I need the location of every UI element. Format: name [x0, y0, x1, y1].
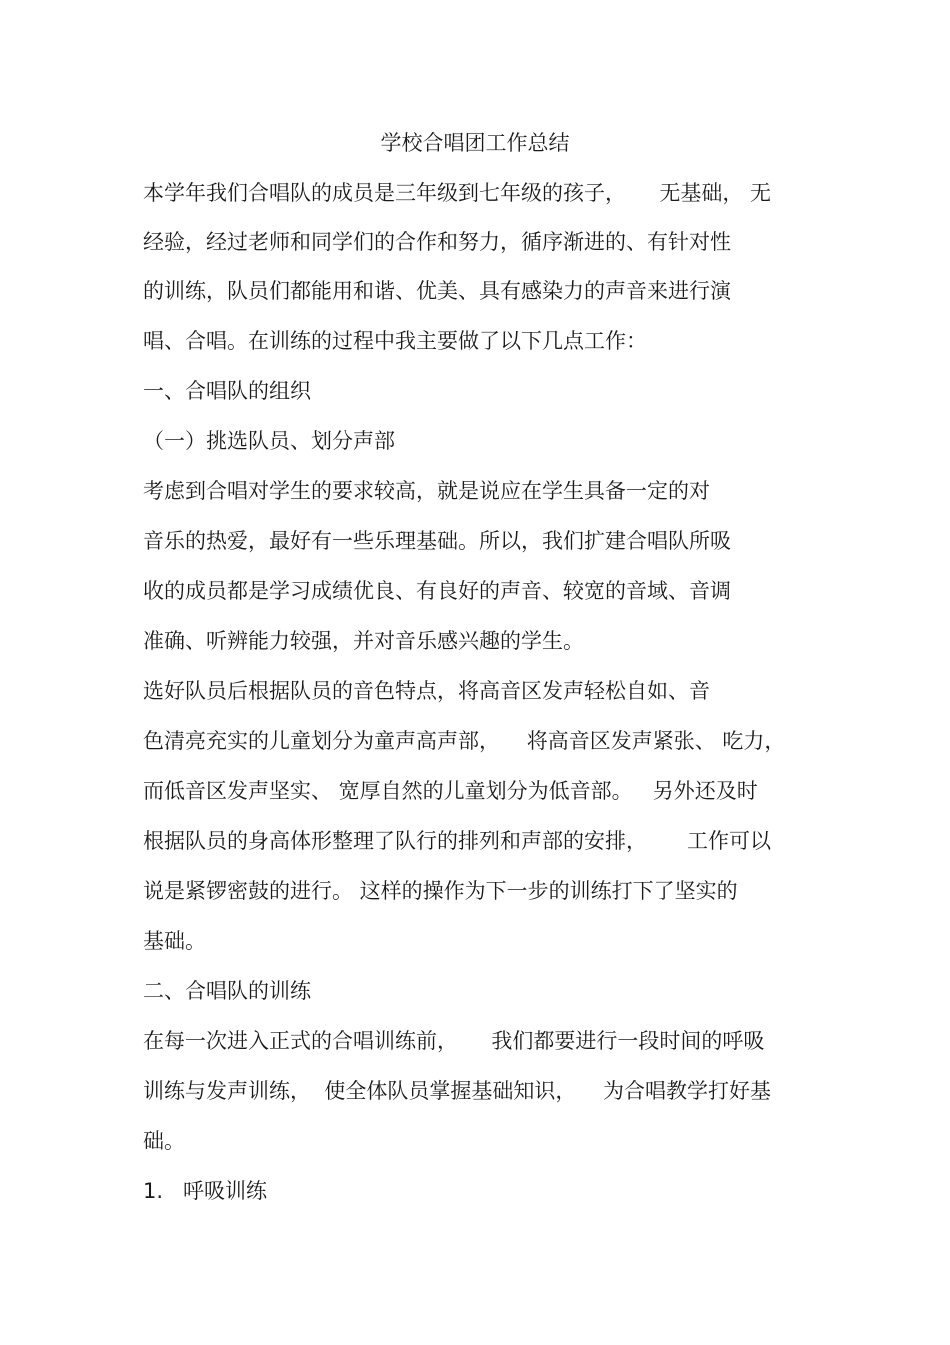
subsection-heading: （一）挑选队员、划分声部 — [143, 429, 395, 453]
text-line: 基础。 — [143, 929, 206, 953]
text-line: 选好队员后根据队员的音色特点，将高音区发声轻松自如、音 — [143, 679, 710, 703]
text-line: 唱、合唱。在训练的过程中我主要做了以下几点工作： — [143, 329, 647, 353]
text-line: 准确、听辨能力较强，并对音乐感兴趣的学生。 — [143, 629, 584, 653]
text-line: 说是紧锣密鼓的进行。 这样的操作为下一步的训练打下了坚实的 — [143, 879, 738, 903]
text-line: 色清亮充实的儿童划分为童声高声部， 将高音区发声紧张、 吃力， — [143, 729, 786, 753]
section-heading: 一、合唱队的组织 — [143, 379, 311, 403]
text-line: 而低音区发声坚实、 宽厚自然的儿童划分为低音部。 另外还及时 — [143, 779, 758, 803]
text-line: 训练与发声训练， 使全体队员掌握基础知识， 为合唱教学打好基 — [143, 1079, 772, 1103]
text-line: 音乐的热爱，最好有一些乐理基础。所以，我们扩建合唱队所吸 — [143, 529, 731, 553]
text-line: 在每一次进入正式的合唱训练前， 我们都要进行一段时间的呼吸 — [143, 1029, 765, 1053]
document-title: 学校合唱团工作总结 — [380, 131, 570, 155]
text-line: 经验，经过老师和同学们的合作和努力，循序渐进的、有针对性 — [143, 230, 731, 254]
text-line: 根据队员的身高体形整理了队行的排列和声部的安排， 工作可以 — [143, 829, 772, 853]
section-heading: 二、合唱队的训练 — [143, 979, 311, 1003]
numbered-heading: 1. 呼吸训练 — [143, 1179, 268, 1203]
text-line: 考虑到合唱对学生的要求较高，就是说应在学生具备一定的对 — [143, 479, 710, 503]
text-line: 础。 — [143, 1129, 185, 1153]
text-line: 收的成员都是学习成绩优良、有良好的声音、较宽的音域、音调 — [143, 579, 731, 603]
text-line: 的训练，队员们都能用和谐、优美、具有感染力的声音来进行演 — [143, 279, 731, 303]
text-line: 本学年我们合唱队的成员是三年级到七年级的孩子， 无基础， 无 — [143, 181, 772, 205]
